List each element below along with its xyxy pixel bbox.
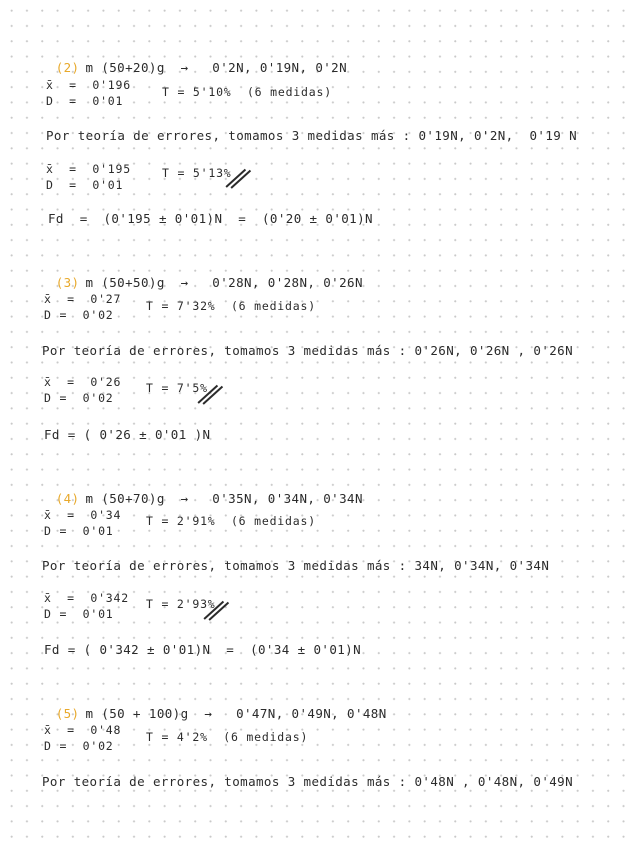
section-3-deviation: D = 0'02 <box>44 308 114 322</box>
section-5-deviation: D = 0'02 <box>44 739 114 753</box>
section-4-header-text: m (50+70)g → 0'35N, 0'34N, 0'34N <box>85 491 363 506</box>
section-2-result: Fd = (0'195 ± 0'01)N = (0'20 ± 0'01)N <box>48 211 373 226</box>
section-4-result: Fd = ( 0'342 ± 0'01)N = (0'34 ± 0'01)N <box>44 642 362 657</box>
section-3-deviation-2: D = 0'02 <box>44 391 114 405</box>
section-3-result: Fd = ( 0'26 ± 0'01 )N <box>44 427 211 442</box>
section-4-mean: x̄ = 0'34 <box>44 508 122 522</box>
section-5-mean: x̄ = 0'48 <box>44 723 122 737</box>
section-3-header-text: m (50+50)g → 0'28N, 0'28N, 0'26N <box>85 275 363 290</box>
section-2-mean-2: x̄ = 0'195 <box>46 162 131 176</box>
section-3-index: (3) <box>55 275 80 290</box>
section-3-t-value-2: T = 7'5% <box>146 381 208 395</box>
section-4-result-mark <box>204 600 232 622</box>
section-4-note: Por teoría de errores, tomamos 3 medidas más : 34N, 0'34N, 0'34N <box>42 558 550 573</box>
section-2-mean: x̄ = 0'196 <box>46 78 131 92</box>
section-2-result-mark <box>226 168 254 190</box>
section-3-t-value: T = 7'32% (6 medidas) <box>146 299 316 313</box>
section-4-deviation: D = 0'01 <box>44 524 114 538</box>
section-4-mean-2: x̄ = 0'342 <box>44 591 129 605</box>
section-4-t-value-2: T = 2'93% <box>146 597 216 611</box>
section-2-deviation-2: D = 0'01 <box>46 178 124 192</box>
section-3-result-mark <box>198 384 226 406</box>
section-2-t-value: T = 5'10% (6 medidas) <box>162 85 332 99</box>
section-2-note: Por teoría de errores, tomamos 3 medidas más : 0'19N, 0'2N, 0'19 N <box>46 128 578 143</box>
section-5-note: Por teoría de errores, tomamos 3 medidas más : 0'48N , 0'48N, 0'49N <box>42 774 574 789</box>
section-3-mean-2: x̄ = 0'26 <box>44 375 122 389</box>
section-4-deviation-2: D = 0'01 <box>44 607 114 621</box>
section-2-index: (2) <box>55 60 80 75</box>
section-4-index: (4) <box>55 491 80 506</box>
section-4-t-value: T = 2'91% (6 medidas) <box>146 514 316 528</box>
section-2-t-value-2: T = 5'13% <box>162 166 232 180</box>
section-5-t-value: T = 4'2% (6 medidas) <box>146 730 309 744</box>
section-5-header-text: m (50 + 100)g → 0'47N, 0'49N, 0'48N <box>85 706 387 721</box>
section-2-header-text: m (50+20)g → 0'2N, 0'19N, 0'2N <box>85 60 348 75</box>
section-5-index: (5) <box>55 706 80 721</box>
section-3-mean: x̄ = 0'27 <box>44 292 122 306</box>
section-3-note: Por teoría de errores, tomamos 3 medidas más : 0'26N, 0'26N , 0'26N <box>42 343 574 358</box>
section-2-deviation: D = 0'01 <box>46 94 124 108</box>
